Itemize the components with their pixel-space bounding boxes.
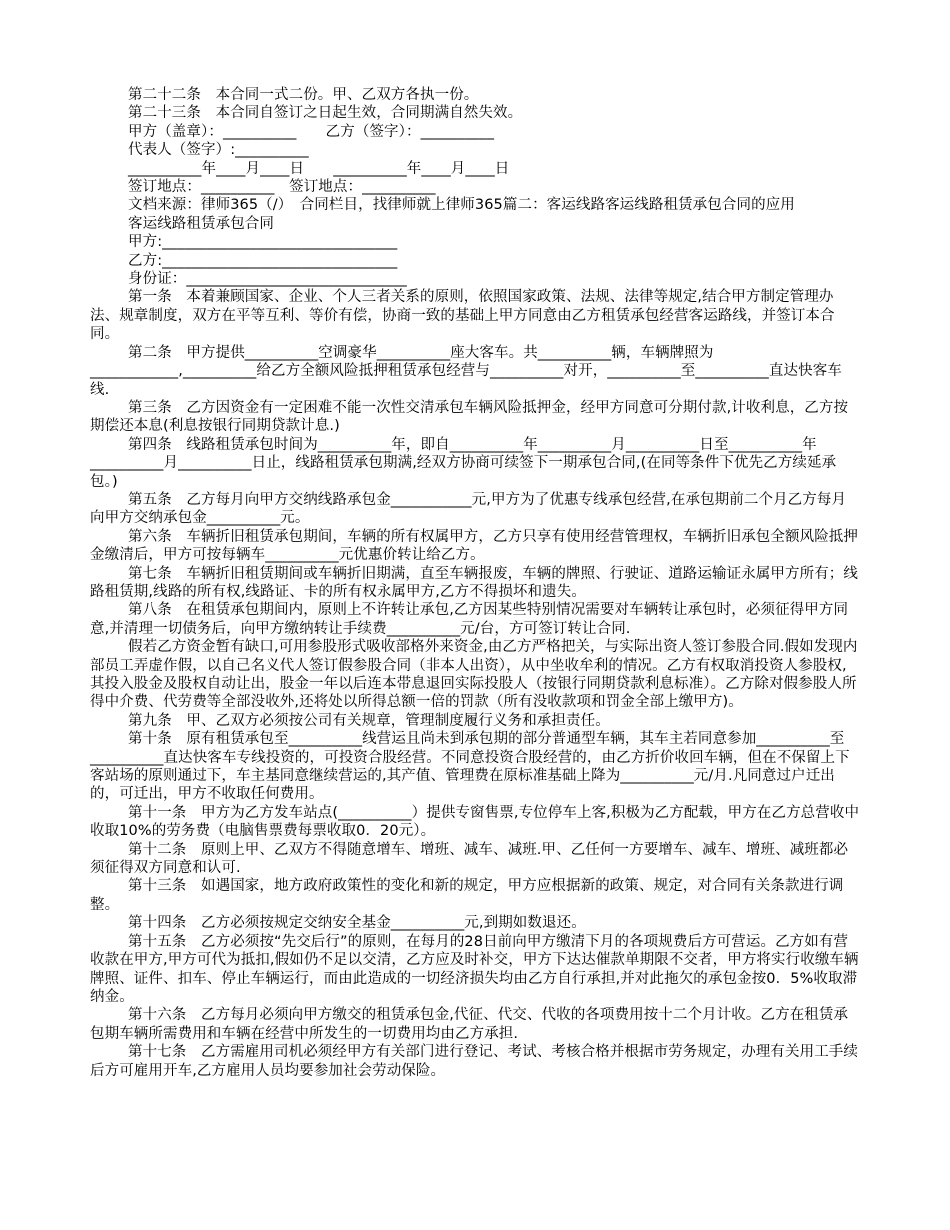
article-23: 第二十三条 本合同自签订之日起生效，合同期满自然失效。 [128,105,523,122]
id-card-line: 身份证：______________________________ [128,271,407,288]
contract-title: 客运线路租赁承包合同 [128,215,274,232]
document-source: 文档来源：律师365（/） 合同栏目，找律师就上律师365篇二：客运线路客运线路租赁承包合同的应用 [128,197,795,214]
article-8-supplement: 假若乙方资金暂有缺口,可用参股形式吸收部格外来资金,由乙方严格把关，与实际出资人签订参股合同.假如发现内部员工弄虚作假，以自己名义代人签订假参股合同（非本人出资），从中坐收牟利的情况。乙方有权取消投资人参股权,其投入股金及股权自动让出，股金一年以后连本带息退回实际投股人（按银行同期贷款利息标准）。乙方除对假参股人所得中介费、代劳费等全部没收外,还将处以所得总额一倍的罚款（所有没收款项和罚金全部上缴甲方)。 [90,639,858,711]
article-3: 第三条 乙方因资金有一定困难不能一次性交清承包车辆风险抵押金，经甲方同意可分期付款,计收利息，乙方按期偿还本息(利息按银行同期贷款计息.) [90,399,849,435]
party-b-line: 乙方:________________________________ [128,252,398,269]
article-12: 第十二条 原则上甲、乙双方不得随意增车、增班、减车、减班.甲、乙任何一方要增车、减车、增班、减班都必须征得双方同意和认可. [90,841,849,877]
article-8: 第八条 在租赁承包期间内，原则上不许转让承包,乙方因某些特别情况需要对车辆转让承包时，必须征得甲方同意,并清理一切债务后，向甲方缴纳转让手续费__________元/台，方可签订转让合同. [90,602,849,637]
document-page [90,86,860,1080]
article-17: 第十七条 乙方需雇用司机必须经甲方有关部门进行登记、考试、考核合格并根据市劳务规定，办理有关用工手续后方可雇用开车,乙方雇用人员均要参加社会劳动保险。 [90,1044,858,1079]
party-a-line: 甲方:________________________________ [128,234,398,251]
article-1: 第一条 本着兼顾国家、企业、个人三者关系的原则，依照国家政策、法规、法律等规定,结合甲方制定管理办法、规章制度，双方在平等互利、等价有偿，协商一致的基础上甲方同意由乙方租赁承包经营客运路线，并签订本合同。 [90,289,835,343]
article-13: 第十三条 如遇国家，地方政府政策性的变化和新的规定，甲方应根据新的政策、规定，对合同有关条款进行调整。 [90,878,844,913]
representative-signature-line: 代表人（签字）:__________ [128,142,309,159]
article-22: 第二十二条 本合同一式二份。甲、乙双方各执一份。 [128,87,479,103]
article-7: 第七条 车辆折旧租赁期间或车辆折旧期满，直至车辆报废，车辆的牌照、行驶证、道路运输证永属甲方所有；线路租赁期,线路的所有权,线路证、卡的所有权永属甲方,乙方不得损坏和遗失。 [90,565,858,600]
article-14: 第十四条 乙方必须按规定交纳安全基金__________元,到期如数退还。 [128,915,586,932]
article-11: 第十一条 甲方为乙方发车站点(__________）提供专窗售票,专位停车上客,积极为乙方配载，甲方在乙方总营收中收取10%的劳务费（电脑售票费每票收取0．20元）。 [90,804,860,840]
article-9: 第九条 甲、乙双方必须按公司有关规章，管理制度履行义务和承担责任。 [128,712,610,729]
article-6: 第六条 车辆折旧租赁承包期间，车辆的所有权属甲方，乙方只享有使用经营管理权，车辆折旧承包全额风险抵押金缴清后，甲方可按每辆车__________元优惠价转让给乙方。 [90,528,858,564]
article-2: 第二条 甲方提供__________空调豪华__________座大客车。共__________辆，车辆牌照为____________,__________给乙方全额风险抵押租赁承包经营与__________对开，__________至__________直达快客车线. [90,344,842,398]
article-4: 第四条 线路租赁承包时间为__________年，即自__________年__________月__________日至__________年__________月__________日止，线路租赁承包期满,经双方协商可续签下一期承包合同,(在同等条件下优先乙方续延承包。) [90,436,837,490]
signing-dates-line: __________年____月____日 __________年____月____日 [128,160,510,177]
party-signature-line: 甲方（盖章）：__________ 乙方（签字）：__________ [128,123,495,140]
article-16: 第十六条 乙方每月必须向甲方缴交的租赁承包金,代征、代交、代收的各项费用按十二个月计收。乙方在租赁承包期车辆所需费用和车辆在经营中所发生的一切费用均由乙方承担. [90,1007,849,1042]
signing-place-line: 签订地点：__________ 签订地点：__________ [128,179,436,196]
article-10: 第十条 原有租赁承包至__________线营运且尚未到承包期的部分普通型车辆，其车主若同意参加__________至__________直达快客车专线投资的，可投资合股经营。不同意投资合股经营的，由乙方折价收回车辆，但在不保留上下客站场的原则通过下，车主基同意继续营运的,其产值、管理费在原标准基础上降为__________元/月.凡同意过户迁出的，可迁出，甲方不收取任何费用。 [90,731,850,803]
article-15: 第十五条 乙方必须按“先交后行”的原则，在每月的28日前向甲方缴清下月的各项规费后方可营运。乙方如有营收款在甲方,甲方可代为抵扣,假如仍不足以交清，乙方应及时补交，甲方下达达催款单期限不交者，甲方将实行收缴车辆牌照、证件、扣车、停止车辆运行，而由此造成的一切经济损失均由乙方自行承担,并对此拖欠的承包金按0．5%收取滞纳金。 [90,933,859,1005]
article-5: 第五条 乙方每月向甲方交纳线路承包金___________元,甲方为了优惠专线承包经营,在承包期前二个月乙方每月向甲方交纳承包金__________元。 [90,491,847,527]
